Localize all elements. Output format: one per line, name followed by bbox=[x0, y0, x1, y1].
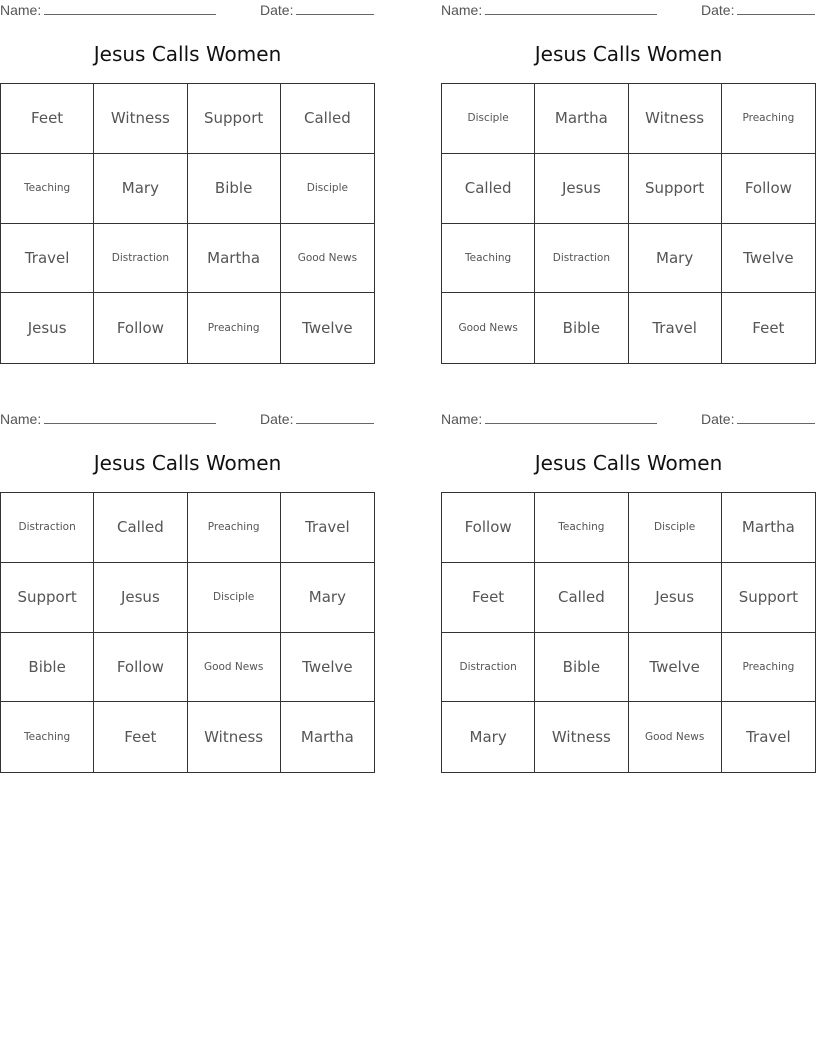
name-label: Name: bbox=[0, 411, 42, 427]
bingo-cell: Good News bbox=[442, 293, 535, 363]
bingo-cell: Support bbox=[722, 563, 815, 633]
bingo-cell: Preaching bbox=[188, 293, 281, 363]
bingo-grid bbox=[0, 492, 375, 773]
bingo-cell: Teaching bbox=[535, 493, 628, 563]
bingo-cell: Travel bbox=[281, 493, 374, 563]
bingo-cell: Feet bbox=[442, 563, 535, 633]
bingo-cell: Support bbox=[188, 84, 281, 154]
bingo-cell: Follow bbox=[94, 293, 187, 363]
bingo-cell: Mary bbox=[94, 154, 187, 224]
name-blank-line[interactable] bbox=[485, 411, 657, 424]
card-title: Jesus Calls Women bbox=[534, 451, 723, 475]
bingo-cell: Travel bbox=[1, 224, 94, 294]
name-label: Name: bbox=[441, 411, 483, 427]
bingo-cell: Disciple bbox=[281, 154, 374, 224]
bingo-cell: Good News bbox=[629, 702, 722, 772]
bingo-cell: Witness bbox=[629, 84, 722, 154]
bingo-cell: Mary bbox=[442, 702, 535, 772]
name-date-row bbox=[441, 409, 816, 429]
bingo-cell: Called bbox=[94, 493, 187, 563]
bingo-cell: Martha bbox=[300, 728, 354, 747]
bingo-cell: Teaching bbox=[1, 702, 94, 772]
bingo-cell: Disciple bbox=[442, 84, 535, 154]
bingo-cell: Good News bbox=[281, 224, 374, 294]
bingo-cell: Witness bbox=[188, 702, 281, 772]
bingo-cell: Twelve bbox=[722, 224, 815, 294]
bingo-cell: Mary bbox=[629, 224, 722, 294]
date-blank-line[interactable] bbox=[737, 411, 815, 424]
bingo-cell: Support bbox=[629, 154, 722, 224]
bingo-cell: Distraction bbox=[535, 224, 628, 294]
bingo-cell: Follow bbox=[442, 493, 535, 563]
bingo-cell: Called bbox=[442, 154, 535, 224]
name-label: Name: bbox=[441, 2, 483, 18]
bingo-cell: Called bbox=[281, 84, 374, 154]
date-blank-line[interactable] bbox=[296, 2, 374, 15]
bingo-cell: Mary bbox=[281, 563, 374, 633]
date-label: Date: bbox=[701, 2, 735, 18]
bingo-cell: Bible bbox=[535, 293, 628, 363]
bingo-cell: Feet bbox=[752, 319, 785, 338]
date-blank-line[interactable] bbox=[296, 411, 374, 424]
bingo-cell: Disciple bbox=[188, 563, 281, 633]
date-blank-line[interactable] bbox=[737, 2, 815, 15]
bingo-cell: Feet bbox=[1, 84, 94, 154]
bingo-cell: Distraction bbox=[1, 493, 94, 563]
bingo-grid bbox=[0, 83, 375, 364]
name-date-row bbox=[441, 0, 816, 20]
bingo-cell: Called bbox=[535, 563, 628, 633]
bingo-cell: Martha bbox=[722, 493, 815, 563]
bingo-cell: Jesus bbox=[1, 293, 94, 363]
bingo-cell: Travel bbox=[746, 728, 791, 747]
bingo-cell: Twelve bbox=[302, 319, 353, 338]
bingo-cell: Distraction bbox=[94, 224, 187, 294]
bingo-cell: Martha bbox=[535, 84, 628, 154]
name-date-row bbox=[0, 409, 375, 429]
bingo-cell: Martha bbox=[188, 224, 281, 294]
bingo-cell: Travel bbox=[629, 293, 722, 363]
bingo-grid bbox=[441, 83, 816, 364]
bingo-cell: Feet bbox=[94, 702, 187, 772]
name-blank-line[interactable] bbox=[44, 411, 216, 424]
bingo-cell: Teaching bbox=[1, 154, 94, 224]
bingo-cell: Preaching bbox=[722, 633, 815, 703]
bingo-cell: Jesus bbox=[94, 563, 187, 633]
bingo-cell: Witness bbox=[535, 702, 628, 772]
bingo-cell: Bible bbox=[1, 633, 94, 703]
bingo-cell: Distraction bbox=[442, 633, 535, 703]
bingo-cell: Jesus bbox=[629, 563, 722, 633]
card-title: Jesus Calls Women bbox=[534, 42, 723, 66]
bingo-cell: Disciple bbox=[629, 493, 722, 563]
bingo-cell: Preaching bbox=[722, 84, 815, 154]
date-label: Date: bbox=[260, 411, 294, 427]
name-label: Name: bbox=[0, 2, 42, 18]
bingo-cell: Teaching bbox=[442, 224, 535, 294]
card-title: Jesus Calls Women bbox=[93, 451, 282, 475]
bingo-cell: Preaching bbox=[188, 493, 281, 563]
bingo-cell: Witness bbox=[94, 84, 187, 154]
bingo-cell: Follow bbox=[94, 633, 187, 703]
bingo-cell: Bible bbox=[535, 633, 628, 703]
bingo-cell: Twelve bbox=[281, 633, 374, 703]
bingo-cell: Good News bbox=[188, 633, 281, 703]
bingo-cell: Bible bbox=[188, 154, 281, 224]
bingo-cell: Jesus bbox=[535, 154, 628, 224]
date-label: Date: bbox=[701, 411, 735, 427]
card-title: Jesus Calls Women bbox=[93, 42, 282, 66]
name-date-row bbox=[0, 0, 375, 20]
name-blank-line[interactable] bbox=[485, 2, 657, 15]
bingo-grid bbox=[441, 492, 816, 773]
date-label: Date: bbox=[260, 2, 294, 18]
bingo-cell: Support bbox=[1, 563, 94, 633]
name-blank-line[interactable] bbox=[44, 2, 216, 15]
bingo-cell: Twelve bbox=[629, 633, 722, 703]
bingo-cell: Follow bbox=[722, 154, 815, 224]
